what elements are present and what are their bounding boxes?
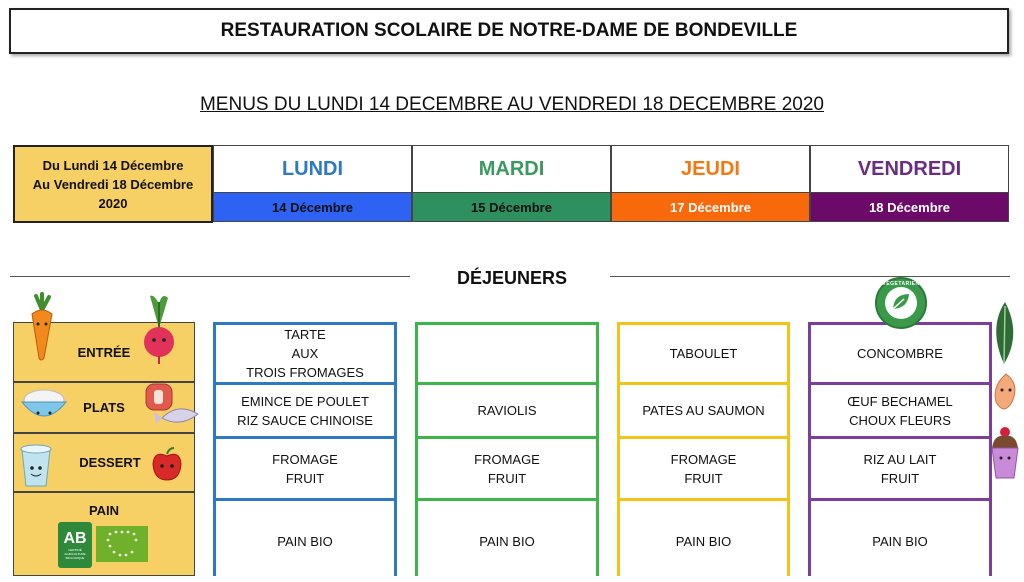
dish-line: PAIN BIO	[277, 534, 333, 549]
period-line-1: Du Lundi 14 Décembre	[42, 157, 184, 173]
dish-line: CONCOMBRE	[857, 346, 943, 361]
dish-line: TROIS FROMAGES	[246, 365, 364, 380]
dish-line: PAIN BIO	[479, 534, 535, 549]
menu-cell-entree	[216, 325, 394, 385]
ab-organic-logo	[58, 522, 92, 568]
radish-icon	[140, 292, 178, 364]
cupcake-icon	[988, 426, 1022, 480]
menu-cell-dessert	[811, 439, 989, 501]
menu-cell-plats	[216, 385, 394, 439]
day-name: LUNDI	[281, 157, 344, 180]
menu-cell-pain	[418, 501, 596, 582]
dish-line: FRUIT	[880, 470, 920, 486]
day-header-jeudi	[611, 145, 810, 192]
dish-line: TARTE	[284, 327, 326, 342]
dish-line: FROMAGE	[272, 451, 338, 467]
dish-line: PAIN BIO	[675, 534, 732, 549]
divider-right	[610, 276, 1010, 277]
menu-cell-pain	[620, 501, 787, 582]
menu-cell-entree	[418, 325, 596, 385]
menu-cell-pain	[216, 501, 394, 582]
eu-organic-logo	[96, 526, 148, 562]
menu-cell-pain	[811, 501, 989, 582]
dish-line: RIZ AU LAIT	[863, 451, 937, 467]
carrot-icon	[26, 292, 58, 362]
apple-icon	[150, 446, 184, 482]
day-date-mardi: 15 Décembre	[412, 192, 611, 222]
dish-line: CHOUX FLEURS	[849, 412, 951, 428]
ab-logo-letters: AB	[63, 530, 87, 547]
dish-line: AUX	[291, 346, 319, 361]
menu-week-subtitle: MENUS DU LUNDI 14 DECEMBRE AU VENDREDI 18 DECEMBRE 2020	[199, 94, 824, 115]
section-title-dejeuners: DÉJEUNERS	[456, 268, 568, 288]
menu-column-mardi	[415, 322, 599, 576]
menu-cell-plats	[620, 385, 787, 439]
page-title: RESTAURATION SCOLAIRE DE NOTRE-DAME DE BONDEVILLE	[220, 20, 798, 41]
rice-bowl-icon	[20, 386, 68, 424]
day-name: VENDREDI	[857, 157, 962, 180]
dish-line: RAVIOLIS	[477, 403, 537, 418]
fish-icon	[990, 372, 1020, 422]
day-name: MARDI	[478, 157, 545, 180]
dish-line: EMINCE DE POULET	[241, 393, 369, 409]
menu-cell-plats	[811, 385, 989, 439]
menu-column-vendredi	[808, 322, 992, 576]
meat-icon	[140, 380, 200, 436]
period-line-3: 2020	[98, 195, 128, 211]
menu-cell-entree	[811, 325, 989, 385]
dish-line: FRUIT	[285, 470, 325, 486]
menu-column-jeudi	[617, 322, 790, 576]
period-line-2: Au Vendredi 18 Décembre	[32, 176, 194, 192]
row-label-text: PLATS	[83, 400, 125, 415]
menu-cell-entree	[620, 325, 787, 385]
day-header-lundi	[213, 145, 412, 192]
day-date-lundi: 14 Décembre	[213, 192, 412, 222]
row-label-text: ENTRÉE	[77, 344, 131, 360]
day-date-jeudi: 17 Décembre	[611, 192, 810, 222]
menu-cell-plats	[418, 385, 596, 439]
page-title-box	[9, 8, 1009, 54]
ab-logo-caption: CERTIFIÉ AGRICULTURE BIOLOGIQUE	[64, 548, 86, 560]
vegetarian-badge-text: VEGETARIEN	[882, 281, 920, 287]
day-header-mardi	[412, 145, 611, 192]
row-label-text: DESSERT	[79, 455, 141, 470]
dish-line: PATES AU SAUMON	[642, 403, 765, 418]
period-box	[13, 145, 213, 223]
menu-cell-dessert	[620, 439, 787, 501]
dish-line: ŒUF BECHAMEL	[847, 393, 953, 409]
dish-line: FRUIT	[684, 470, 723, 486]
dish-line: TABOULET	[669, 346, 738, 361]
day-name: JEUDI	[681, 157, 740, 180]
divider-left	[10, 276, 410, 277]
dish-line: FRUIT	[487, 470, 527, 486]
dish-line: FROMAGE	[474, 451, 540, 467]
day-date-vendredi: 18 Décembre	[810, 192, 1009, 222]
dish-line: FROMAGE	[670, 451, 737, 467]
dish-line: PAIN BIO	[872, 534, 928, 549]
dish-line: RIZ SAUCE CHINOISE	[237, 412, 373, 428]
menu-cell-dessert	[216, 439, 394, 501]
menu-cell-dessert	[418, 439, 596, 501]
leaf-icon	[990, 298, 1020, 368]
menu-column-lundi	[213, 322, 397, 576]
yogurt-icon	[18, 440, 54, 488]
row-label-text: PAIN	[88, 503, 120, 518]
day-header-vendredi	[810, 145, 1009, 192]
